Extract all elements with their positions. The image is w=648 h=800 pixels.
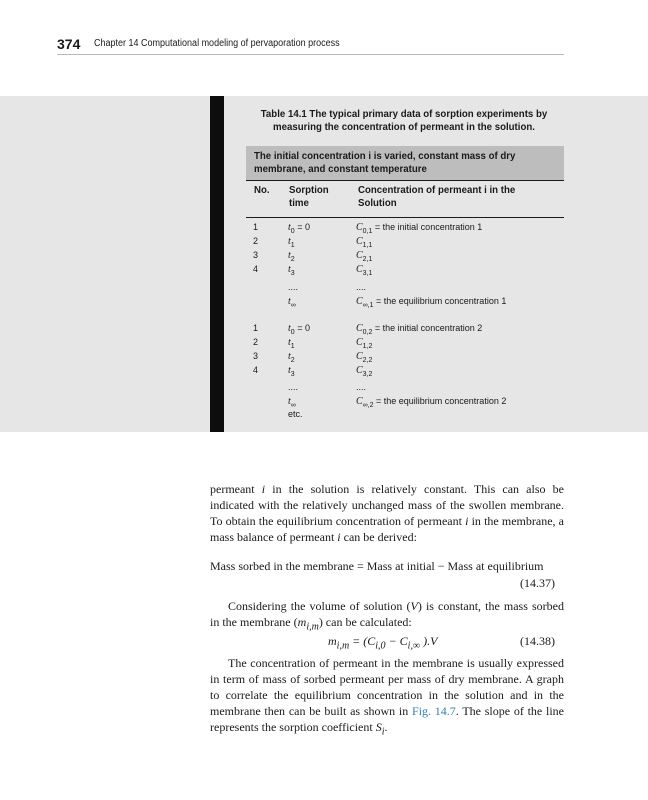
row-conc: $C_{\infty,2}$ = the equilibrium concentration 2 <box>356 396 507 409</box>
row-no: 3 <box>253 351 259 361</box>
math-sub: i,m <box>336 640 350 652</box>
ellipsis: .... <box>288 282 299 292</box>
ellipsis: .... <box>288 382 299 392</box>
math-var: m <box>297 615 307 629</box>
text: in the solution is relatively constant. This can also be indicated with the relatively unchanged mass of the swollen membrane. To obtain the equilibrium concentration of permeant <box>210 482 564 528</box>
col-header-concentration <box>358 184 551 210</box>
figure-link[interactable]: Fig. 14.7 <box>412 704 456 718</box>
table-side-rule <box>210 96 224 432</box>
text: can be derived: <box>340 530 417 544</box>
math-var: S <box>375 720 382 734</box>
conc-suffix: = the equilibrium concentration 1 <box>373 296 507 306</box>
table-row <box>246 409 564 423</box>
table-caption <box>248 108 561 134</box>
row-conc: $C_{3,1}$ <box>356 264 373 277</box>
table-row <box>246 396 564 410</box>
table-row <box>246 365 564 379</box>
math-sub: i,0 <box>375 640 386 652</box>
time-sub: 1 <box>290 342 295 350</box>
conc-sub: 2,2 <box>362 356 373 364</box>
math-sub: i,m <box>306 621 319 633</box>
text: ) can be calculated: <box>318 615 412 629</box>
math-text: ).V <box>420 634 438 648</box>
row-time: $t_\infty$ <box>288 396 296 409</box>
table-condition-band <box>246 146 564 181</box>
row-no: 3 <box>253 250 259 260</box>
table-row <box>246 282 564 296</box>
conc-sub: 3,1 <box>362 269 373 277</box>
time-suffix: = 0 <box>294 222 310 232</box>
text: . <box>384 720 388 734</box>
etc-label: etc. <box>288 409 303 419</box>
row-no: 2 <box>253 236 259 246</box>
chapter-title: Chapter 14 Computational modeling of pervaporation process <box>94 38 340 49</box>
row-conc: $C_{2,1}$ <box>356 250 373 263</box>
conc-sub: 1,1 <box>362 241 373 249</box>
time-sub: 3 <box>290 269 295 277</box>
text: The concentration of permeant in the membrane is usually expressed in term of mass of sorbed permeant per mass of dry membrane. A graph to correlate the equilibrium concentration in the solution and in the membrane then can be built as shown in <box>210 656 564 718</box>
table-body <box>246 218 564 428</box>
math-var: i <box>337 530 341 544</box>
row-time: $t_0 = 0$ <box>288 222 310 235</box>
paragraph-3 <box>210 655 564 740</box>
conc-sub: ∞,1 <box>362 301 374 309</box>
math-var: i <box>465 514 469 528</box>
table-caption-line: measuring the concentration of permeant in the solution. <box>273 121 535 133</box>
paragraph-2 <box>210 598 564 635</box>
table-row <box>246 222 564 236</box>
row-conc: $C_{2,2}$ <box>356 351 373 364</box>
conc-sub: 2,1 <box>362 255 373 263</box>
time-sub: 0 <box>290 227 295 235</box>
math-var: i <box>261 482 266 496</box>
table-condition-line: The initial concentration i is varied, constant mass of dry <box>254 150 516 162</box>
equation-number: (14.37) <box>520 576 555 590</box>
row-conc: $C_{0,1}$ = the initial concentration 1 <box>356 222 483 235</box>
conc-sub: 3,2 <box>362 370 373 378</box>
ellipsis: .... <box>356 382 367 392</box>
col-header-time <box>289 184 329 210</box>
row-time: $t_1$ <box>288 236 295 249</box>
row-conc: $C_{\infty,1}$ = the equilibrium concentration 1 <box>356 296 507 309</box>
conc-sub: 0,1 <box>362 227 373 235</box>
math-text: = (C <box>349 634 376 648</box>
time-sub: ∞ <box>290 301 296 309</box>
conc-sub: 1,2 <box>362 342 373 350</box>
math-var: m <box>328 634 337 648</box>
table-header-row <box>246 181 564 218</box>
row-time: $t_1$ <box>288 337 295 350</box>
table-condition-text <box>254 150 539 176</box>
math-sub: i,∞ <box>407 640 421 652</box>
row-conc: $C_{1,2}$ <box>356 337 373 350</box>
time-sub: 1 <box>290 241 295 249</box>
row-time: $t_2$ <box>288 351 295 364</box>
paragraph-1 <box>210 481 564 545</box>
row-conc: $C_{0,2}$ = the initial concentration 2 <box>356 323 483 336</box>
text: Considering the volume of solution ( <box>228 599 411 613</box>
conc-sub: 0,2 <box>362 328 373 336</box>
table-row <box>246 236 564 250</box>
table-caption-line: Table 14.1 The typical primary data of sorption experiments by <box>260 108 548 120</box>
time-sub: 3 <box>290 370 295 378</box>
col-header-time-line: time <box>289 197 309 209</box>
row-time: $t_2$ <box>288 250 295 263</box>
row-no: 1 <box>253 222 259 232</box>
table-row <box>246 351 564 365</box>
table-row <box>246 250 564 264</box>
table-row <box>246 323 564 337</box>
text: . The slope of the line represents the sorption coefficient <box>210 704 564 734</box>
ellipsis: .... <box>356 282 367 292</box>
page-number: 374 <box>57 36 81 52</box>
row-time: $t_\infty$ <box>288 296 296 309</box>
table-row <box>246 382 564 396</box>
time-suffix: = 0 <box>294 323 310 333</box>
row-time: $t_0 = 0$ <box>288 323 310 336</box>
row-time: $t_3$ <box>288 264 295 277</box>
row-no: 1 <box>253 323 259 333</box>
row-conc: $C_{1,1}$ <box>356 236 373 249</box>
conc-suffix: = the initial concentration 2 <box>372 323 483 333</box>
row-no: 4 <box>253 264 259 274</box>
table-condition-line: membrane, and constant temperature <box>254 163 427 175</box>
text: ) is constant, the mass sorbed in the membrane ( <box>210 599 564 629</box>
col-header-conc-line: Solution <box>358 197 397 209</box>
col-header-conc-line: Concentration of permeant i in the <box>358 184 516 196</box>
time-sub: 0 <box>290 328 295 336</box>
conc-suffix: = the initial concentration 1 <box>372 222 483 232</box>
math-var: V <box>410 599 418 613</box>
row-no: 4 <box>253 365 259 375</box>
row-conc: $C_{3,2}$ <box>356 365 373 378</box>
running-header <box>57 36 564 55</box>
table-row <box>246 264 564 278</box>
mass-balance-equation: Mass sorbed in the membrane = Mass at initial − Mass at equilibrium <box>210 559 544 573</box>
conc-sub: ∞,2 <box>362 401 374 409</box>
text: in the membrane, a mass balance of permeant <box>210 514 564 544</box>
math-sub: i <box>381 726 385 738</box>
row-no: 2 <box>253 337 259 347</box>
time-sub: 2 <box>290 255 295 263</box>
conc-suffix: = the equilibrium concentration 2 <box>373 396 507 406</box>
equation-14-38 <box>328 634 437 651</box>
text: permeant <box>210 482 262 496</box>
table-row <box>246 296 564 310</box>
col-header-time-line: Sorption <box>289 184 329 196</box>
time-sub: ∞ <box>290 401 296 409</box>
row-time: $t_3$ <box>288 365 295 378</box>
time-sub: 2 <box>290 356 295 364</box>
table-row <box>246 337 564 351</box>
col-header-no: No. <box>254 184 270 196</box>
math-text: − C <box>385 634 408 648</box>
equation-number: (14.38) <box>520 634 555 648</box>
